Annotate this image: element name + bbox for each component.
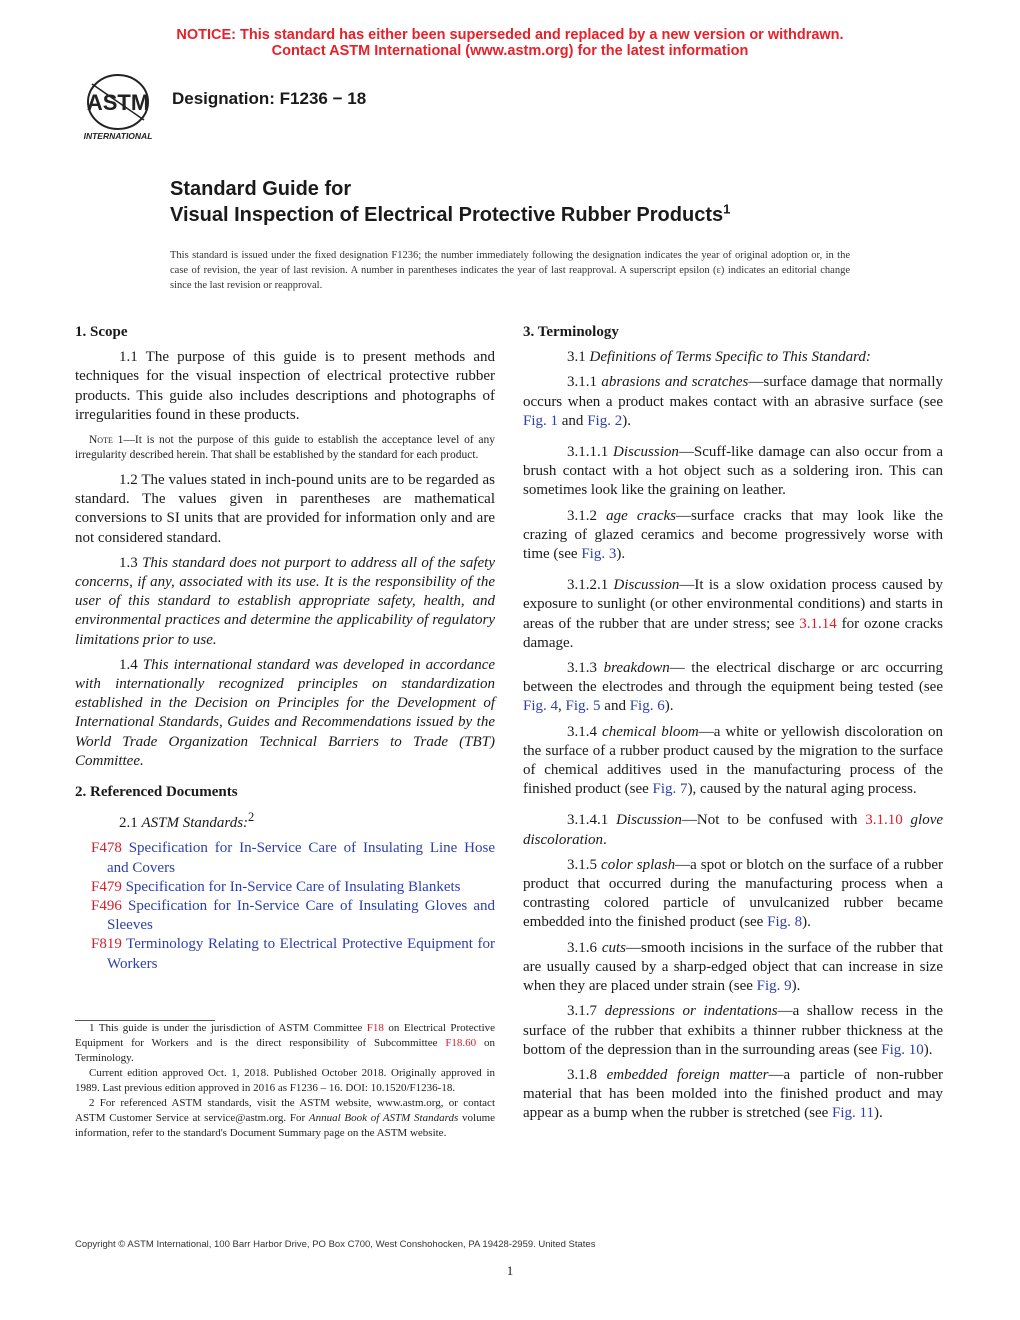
definition-3-1-3 (523, 659, 943, 717)
document-title (170, 176, 730, 228)
figure-link[interactable]: Fig. 4 (523, 698, 559, 715)
figure-link[interactable]: Fig. 9 (756, 978, 792, 995)
footnote-2 (75, 1096, 495, 1141)
paragraph-1-4 (75, 656, 495, 771)
astm-standards-label: ASTM Standards: (141, 815, 249, 832)
discussion-text: for ozone cracks damage. (523, 615, 943, 651)
paragraph-number: 3.1.8 (567, 1066, 607, 1083)
term: glove discoloration (523, 812, 944, 848)
connector-text: ). (664, 698, 674, 715)
term: chemical bloom (602, 723, 699, 740)
reference-item[interactable] (75, 878, 495, 897)
definition-3-1-8 (523, 1066, 943, 1124)
term: abrasions and scratches (601, 374, 749, 391)
reference-title[interactable]: Specification for In-Service Care of Insulating Gloves and Sleeves (107, 898, 495, 934)
reference-item[interactable] (75, 839, 495, 877)
paragraph-number: 3.1.1 (567, 374, 602, 391)
paragraph-number: 3.1.7 (567, 1003, 605, 1020)
section-link[interactable]: 3.1.14 (799, 615, 837, 632)
discussion-label: Discussion (616, 812, 682, 829)
figure-link[interactable]: Fig. 10 (881, 1041, 924, 1058)
footnote-text: Annual Book of ASTM Standards (308, 1112, 459, 1124)
footnote-text: 2 For referenced ASTM standards, visit the ASTM website, www.astm.org, or contact ASTM Customer Service at service@astm.org. For (75, 1097, 495, 1124)
definition-text: —a shallow recess in the surface of the rubber that exhibits a thinner rubber thickness at the bottom of the depression than in the surrounding areas (see (523, 1003, 943, 1058)
paragraph-number: 3.1.3 (567, 660, 604, 677)
connector-text: ). (802, 914, 811, 931)
footnotes (75, 1020, 495, 1141)
figure-link[interactable]: Fig. 5 (565, 698, 601, 715)
logo-letters: ASTM (86, 90, 150, 115)
connector-text: . (603, 831, 607, 848)
reference-title[interactable]: Terminology Relating to Electrical Protective Equipment for Workers (107, 936, 495, 972)
left-column (75, 323, 495, 974)
paragraph-2-1 (75, 808, 495, 833)
paragraph-number: 1.3 (119, 554, 143, 571)
paragraph-number: 3.1.2.1 (567, 577, 614, 594)
term: embedded foreign matter (606, 1066, 769, 1083)
discussion-3-1-2-1 (523, 576, 943, 653)
term: age cracks (606, 507, 677, 524)
reference-code[interactable]: F819 (91, 936, 122, 953)
definition-text: — the electrical discharge or arc occurring between the electrodes and through the equipment being tested (see (523, 660, 943, 696)
paragraph-number: 3.1 (567, 349, 590, 366)
definition-text: —surface cracks that may look like the crazing of glazed ceramics and become progressively worse with time (see (523, 507, 943, 563)
paragraph-number: 3.1.4 (567, 723, 603, 740)
withdrawal-notice (0, 27, 1020, 59)
safety-statement: This standard does not purport to address all of the safety concerns, if any, associated with its use. It is the responsibility of the user of this standard to establish appropriate safety, health, and environmental practices and determine the applicability of regulatory limitations prior to use. (75, 554, 496, 648)
connector-text: and (558, 412, 588, 429)
section-heading-referenced-documents: 2. Referenced Documents (75, 784, 238, 801)
paragraph-number: 3.1.5 (567, 856, 602, 873)
paragraph-1-3 (75, 554, 495, 650)
designation: Designation: F1236 − 18 (172, 89, 367, 108)
footnote-1-edition: Current edition approved Oct. 1, 2018. Published October 2018. Originally approved in 1989. Last previous edition approved in 2016 as F1236 – 16. DOI: 10.1520/F1236-18. (75, 1067, 495, 1094)
committee-link[interactable]: F18 (366, 1022, 384, 1034)
title-line-2: Visual Inspection of Electrical Protective Rubber Products (170, 204, 724, 226)
figure-link[interactable]: Fig. 8 (767, 914, 803, 931)
discussion-label: Discussion (613, 577, 680, 594)
definition-text: —a particle of non-rubber material that has been molded into the finished product and may appear as a bump when the rubber is stretched (see (523, 1066, 943, 1122)
term: color splash (601, 856, 676, 873)
section-link[interactable]: 3.1.10 (865, 812, 903, 829)
footnote-text: on Electrical Protective Equipment for Workers and is the direct responsibility of Subcommittee (75, 1022, 496, 1049)
term: cuts (601, 939, 627, 956)
astm-logo (74, 72, 164, 144)
connector-text: ). (791, 978, 801, 995)
definition-text: —a white or yellowish discoloration on the surface of a rubber product caused by the migration to the surface of chemical additives used in the manufacturing process of the finished product (see (523, 723, 943, 798)
definition-text: —surface damage that normally occurs when a product makes contact with an abrasive surface (see (523, 374, 943, 410)
definition-3-1-5 (523, 856, 943, 933)
connector-text: ). (616, 546, 626, 563)
discussion-3-1-4-1 (523, 811, 943, 849)
discussion-text: —It is a slow oxidation process caused by exposure to sunlight (or other environmental conditions) and starts in areas of the rubber that are under stress; see (523, 577, 944, 632)
definition-3-1-7 (523, 1002, 943, 1060)
title-footnote-marker[interactable]: 1 (723, 201, 731, 217)
figure-link[interactable]: Fig. 3 (581, 546, 617, 563)
reference-code[interactable]: F479 (91, 878, 122, 895)
page-number: 1 (506, 1263, 514, 1278)
paragraph-number: 3.1.1.1 (567, 444, 614, 461)
definition-text: —a spot or blotch on the surface of a rubber product that occurred during the manufacturing process when a contrasting colored particle of unvulcanized rubber became embedded into the finished product (see (523, 856, 944, 931)
definition-text: —smooth incisions in the surface of the rubber that are usually caused by a sharp-edged object that can increase in size when they are placed under strain (see (523, 939, 943, 995)
term: breakdown (603, 660, 670, 677)
notice-line-1: NOTICE: This standard has either been superseded and replaced by a new version or withdrawn. (176, 27, 844, 43)
footnote-text: volume information, refer to the standard's Document Summary page on the ASTM website. (75, 1112, 496, 1139)
definitions-label: Definitions of Terms Specific to This Standard: (589, 349, 871, 366)
paragraph-number: 3.1.4.1 (567, 812, 617, 829)
connector-text: ). (874, 1105, 883, 1122)
paragraph-3-1 (523, 348, 943, 367)
wto-statement: This international standard was developed in accordance with internationally recognized principles on standardization established in the Decision on Principles for the Development of International Standards, Guides and Recommendations issued by the World Trade Organization Technical Barriers to Trade (TBT) Committee. (75, 656, 496, 769)
issuance-statement: This standard is issued under the fixed designation F1236; the number immediately following the designation indicates the year of original adoption or, in the case of revision, the year of last revision. A number in parentheses indicates the year of last reapproval. A superscript epsilon (ε) indicates an editorial change since the last revision or reapproval. (170, 250, 850, 291)
definition-3-1-4 (523, 723, 943, 800)
paragraph-number: 3.1.2 (567, 507, 607, 524)
footnote-text: on Terminology. (75, 1037, 495, 1064)
discussion-text: —Scuff-like damage can also occur from a brush contact with a hot object such as a soldering iron. This can sometimes look like the graining on leather. (523, 444, 944, 499)
figure-link[interactable]: Fig. 2 (587, 412, 623, 429)
section-heading-terminology: 3. Terminology (523, 324, 619, 340)
definition-text: ), caused by the natural aging process. (687, 781, 917, 798)
notice-line-2: Contact ASTM International (www.astm.org) for the latest information (271, 43, 749, 59)
note-1 (75, 433, 495, 463)
connector-text: , (558, 698, 566, 715)
note-text: —It is not the purpose of this guide to establish the acceptance level of any irregularity described herein. That shall be established by the standard for each product. (75, 434, 496, 462)
reference-title[interactable]: Specification for In-Service Care of Insulating Blankets (121, 878, 461, 895)
connector-text: ). (622, 412, 631, 429)
subcommittee-link[interactable]: F18.60 (445, 1037, 477, 1049)
paragraph-number: 3.1.6 (567, 939, 602, 956)
definition-3-1-1 (523, 373, 943, 431)
title-line-1: Standard Guide for (170, 178, 352, 200)
footnote-text: 1 This guide is under the jurisdiction of ASTM Committee (89, 1022, 367, 1034)
reference-code[interactable]: F478 (91, 840, 122, 857)
footnote-marker-2[interactable]: 2 (248, 810, 255, 825)
figure-link[interactable]: Fig. 11 (832, 1105, 874, 1122)
discussion-3-1-1-1 (523, 443, 943, 501)
discussion-text: —Not to be confused with (681, 812, 866, 829)
definition-3-1-2 (523, 507, 943, 565)
figure-link[interactable]: Fig. 6 (629, 698, 665, 715)
reference-item[interactable] (75, 935, 495, 973)
paragraph-number: 1.4 (119, 656, 143, 673)
connector-text: ). (923, 1041, 933, 1058)
reference-code[interactable]: F496 (91, 898, 122, 915)
discussion-label: Discussion (613, 444, 679, 461)
paragraph-1-1: 1.1 The purpose of this guide is to present methods and techniques for the visual inspection of electrical protective rubber products. This guide also includes descriptions and photographs of irregularities found in these products. (75, 349, 495, 423)
note-label: Note 1 (89, 434, 124, 447)
paragraph-number: 2.1 (119, 815, 142, 832)
paragraph-1-2: 1.2 The values stated in inch-pound units are to be regarded as standard. The values given in parentheses are mathematical conversions to SI units that are provided for information only and are not considered standard. (75, 472, 495, 546)
term: depressions or indentations (604, 1003, 778, 1020)
logo-subtext: INTERNATIONAL (83, 131, 153, 141)
footnote-1 (75, 1021, 495, 1066)
section-heading-scope: 1. Scope (75, 324, 128, 340)
copyright-line: Copyright © ASTM International, 100 Barr Harbor Drive, PO Box C700, West Conshohocken, PA 19428-2959. United States (75, 1239, 596, 1250)
figure-link[interactable]: Fig. 7 (652, 781, 688, 798)
right-column (523, 323, 943, 1130)
connector-text: and (600, 698, 630, 715)
reference-item[interactable] (75, 897, 495, 935)
definition-3-1-6 (523, 939, 943, 997)
reference-title[interactable]: Specification for In-Service Care of Insulating Line Hose and Covers (107, 840, 495, 876)
figure-link[interactable]: Fig. 1 (523, 412, 559, 429)
